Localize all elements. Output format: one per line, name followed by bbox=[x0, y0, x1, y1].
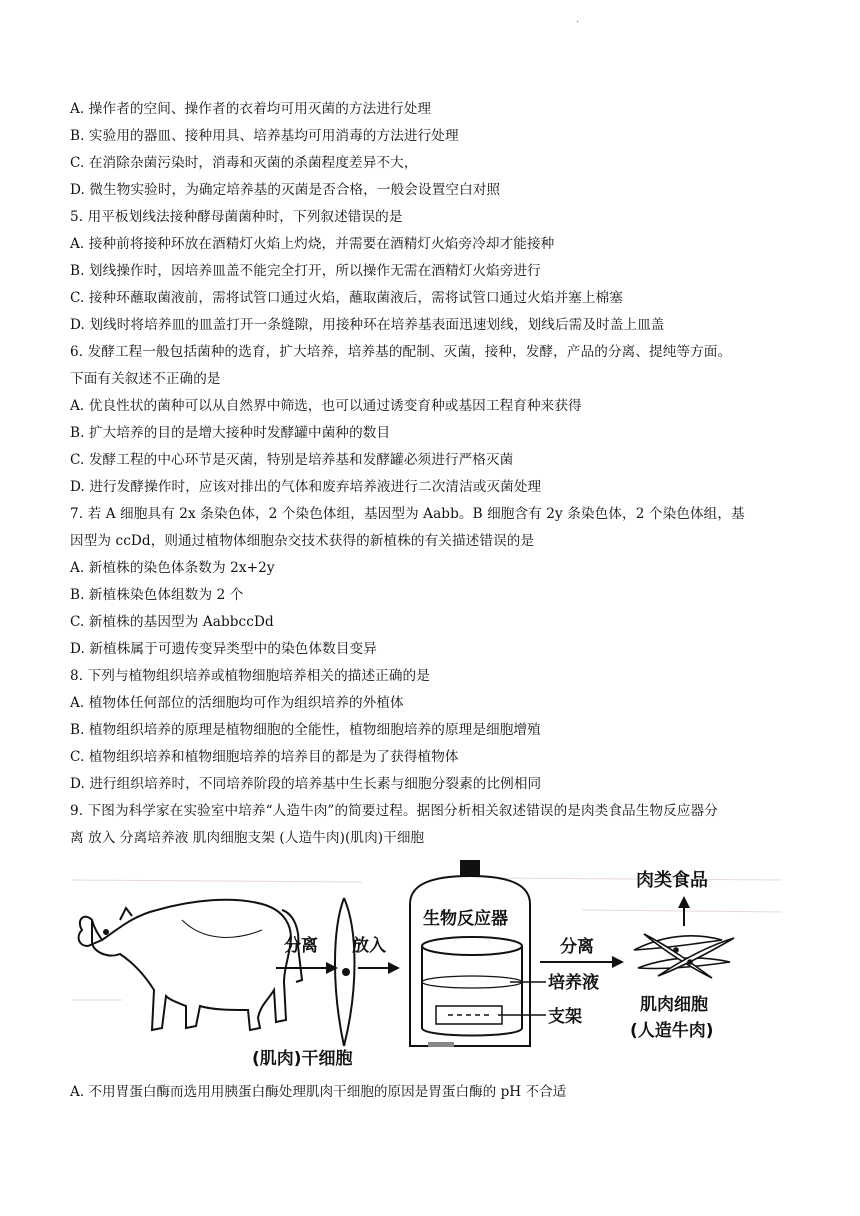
text-line: D. 进行组织培养时，不同培养阶段的培养基中生长素与细胞分裂素的比例相同 bbox=[70, 776, 542, 792]
text-line: B. 扩大培养的目的是增大接种时发酵罐中菌种的数目 bbox=[70, 425, 391, 441]
text-line: C. 新植株的基因型为 AabbccDd bbox=[70, 614, 274, 630]
label-artificial-beef: (人造牛肉) bbox=[630, 1021, 714, 1041]
option-a-last: A. 不用胃蛋白酶而选用用胰蛋白酶处理肌肉干细胞的原因是胃蛋白酶的 pH 不合适 bbox=[70, 1084, 567, 1100]
text-line: B. 实验用的器皿、接种用具、培养基均可用消毒的方法进行处理 bbox=[70, 128, 459, 144]
label-meat-food: 肉类食品 bbox=[636, 870, 708, 891]
text-line: B. 新植株染色体组数为 2 个 bbox=[70, 587, 244, 603]
question-5-stem: 5. 用平板划线法接种酵母菌菌种时，下列叙述错误的是 bbox=[70, 209, 403, 225]
label-put-in: 放入 bbox=[352, 936, 386, 956]
text-line: C. 接种环蘸取菌液前，需将试管口通过火焰，蘸取菌液后，需将试管口通过火焰并塞上棉塞 bbox=[70, 290, 623, 306]
question-8-stem: 8. 下列与植物组织培养或植物细胞培养相关的描述正确的是 bbox=[70, 668, 430, 684]
text-line: D. 划线时将培养皿的皿盖打开一条缝隙，用接种环在培养基表面迅速划线，划线后需及时盖上皿盖 bbox=[70, 317, 665, 333]
text-line: A. 操作者的空间、操作者的衣着均可用灭菌的方法进行处理 bbox=[70, 101, 432, 117]
text-line: C. 在消除杂菌污染时，消毒和灭菌的杀菌程度差异不大， bbox=[70, 155, 418, 171]
stem-cell-illustration bbox=[335, 898, 355, 1046]
question-text bbox=[70, 96, 800, 852]
text-line: D. 进行发酵操作时，应该对排出的气体和废弃培养液进行二次清洁或灭菌处理 bbox=[70, 479, 542, 495]
text-line: D. 微生物实验时，为确定培养基的灭菌是否合格，一般会设置空白对照 bbox=[70, 182, 501, 198]
label-separate-2: 分离 bbox=[560, 937, 594, 957]
question-6-stem: 6. 发酵工程一般包括菌种的选育，扩大培养，培养基的配制、灭菌，接种，发酵，产品的分离、提纯等方面。 bbox=[70, 344, 732, 360]
artificial-beef-diagram bbox=[62, 850, 794, 1075]
question-7-stem: 7. 若 A 细胞具有 2x 条染色体，2 个染色体组，基因型为 Aabb。B 细胞含有 2y 条染色体，2 个染色体组，基 bbox=[70, 506, 745, 522]
label-bioreactor: 生物反应器 bbox=[423, 909, 508, 929]
label-culture-medium: 培养液 bbox=[548, 973, 599, 993]
text-line: C. 发酵工程的中心环节是灭菌，特别是培养基和发酵罐必须进行严格灭菌 bbox=[70, 452, 514, 468]
text-line: A. 新植株的染色体条数为 2x+2y bbox=[70, 560, 275, 576]
label-stem-cell: (肌肉)干细胞 bbox=[252, 1049, 353, 1069]
ox-illustration bbox=[79, 900, 302, 1030]
text-line: A. 植物体任何部位的活细胞均可作为组织培养的外植体 bbox=[70, 695, 404, 711]
header-mark: . bbox=[576, 14, 580, 25]
muscle-cells-illustration bbox=[634, 934, 734, 978]
text-line: B. 划线操作时，因培养皿盖不能完全打开，所以操作无需在酒精灯火焰旁进行 bbox=[70, 263, 541, 279]
text-line: 因型为 ccDd，则通过植物体细胞杂交技术获得的新植株的有关描述错误的是 bbox=[70, 533, 535, 549]
text-line: 离 放入 分离培养液 肌肉细胞支架 (人造牛肉)(肌肉)干细胞 bbox=[70, 830, 425, 846]
text-line: D. 新植株属于可遗传变异类型中的染色体数目变异 bbox=[70, 641, 377, 657]
text-line: A. 接种前将接种环放在酒精灯火焰上灼烧，并需要在酒精灯火焰旁冷却才能接种 bbox=[70, 236, 555, 252]
arrow-separate-2 bbox=[540, 956, 624, 968]
text-line: 下面有关叙述不正确的是 bbox=[70, 371, 221, 387]
label-scaffold: 支架 bbox=[548, 1007, 582, 1027]
text-line: B. 植物组织培养的原理是植物细胞的全能性，植物细胞培养的原理是细胞增殖 bbox=[70, 722, 541, 738]
text-line: A. 优良性状的菌种可以从自然界中筛选，也可以通过诱变育种或基因工程育种来获得 bbox=[70, 398, 582, 414]
question-9-stem: 9. 下图为科学家在实验室中培养“人造牛肉”的简要过程。据图分析相关叙述错误的是肉类食品生物反应器分 bbox=[70, 803, 718, 819]
label-separate-1: 分离 bbox=[284, 936, 318, 956]
bioreactor-illustration bbox=[410, 860, 546, 1047]
text-line: C. 植物组织培养和植物细胞培养的培养目的都是为了获得植物体 bbox=[70, 749, 459, 765]
label-muscle-cells: 肌肉细胞 bbox=[640, 995, 708, 1015]
arrow-put-in bbox=[358, 962, 400, 974]
